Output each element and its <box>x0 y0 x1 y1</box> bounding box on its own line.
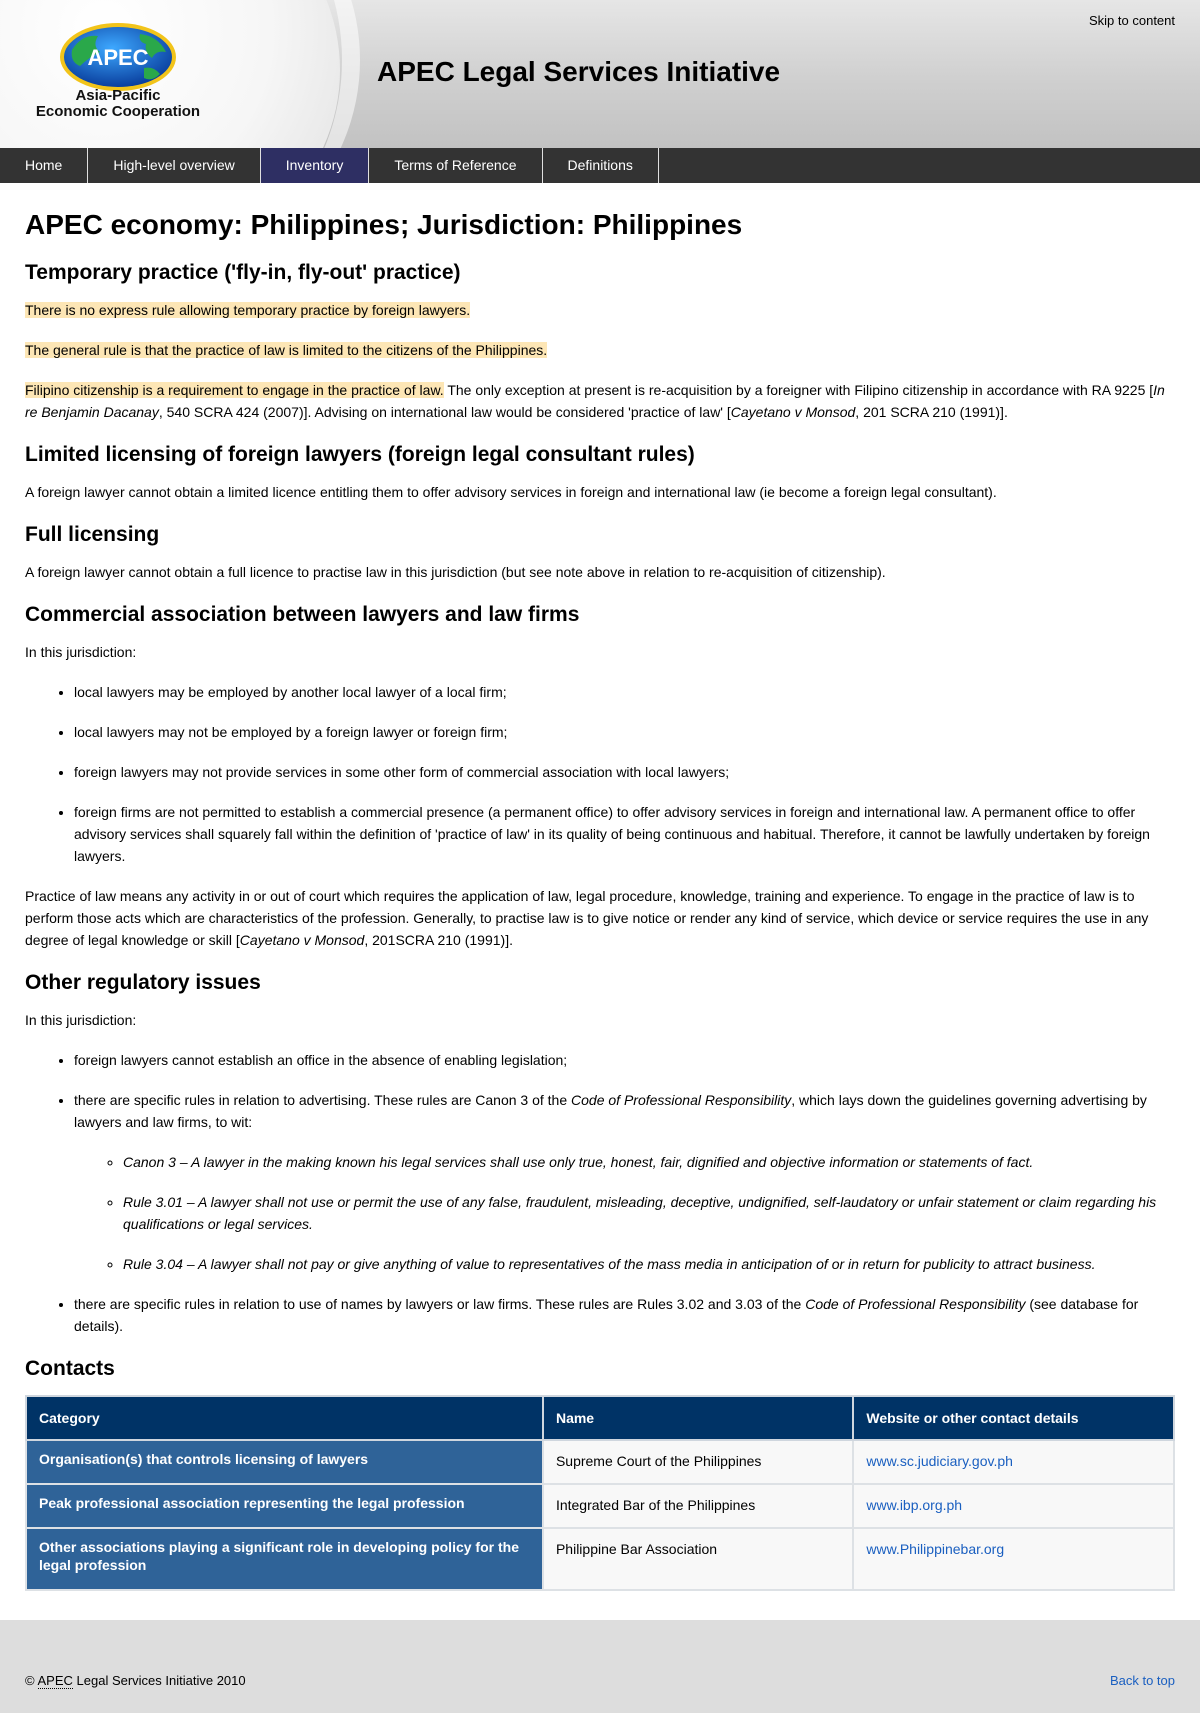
category-cell: Peak professional association representing the legal profession <box>26 1484 543 1528</box>
nav-item-high-level-overview[interactable]: High-level overview <box>88 148 260 183</box>
text: , 201SCRA 210 (1991)]. <box>364 932 513 948</box>
advertising-rules-list <box>74 1151 1175 1275</box>
back-to-top-link[interactable]: Back to top <box>1109 1673 1175 1688</box>
column-header-name: Name <box>543 1396 853 1440</box>
commercial-list <box>25 681 1175 867</box>
site-footer <box>0 1620 1200 1713</box>
code-name: Code of Professional Responsibility <box>805 1296 1026 1312</box>
copyright-symbol: © <box>25 1673 35 1688</box>
copyright <box>25 1670 246 1692</box>
category-cell: Other associations playing a significant role in developing policy for the legal profession <box>26 1528 543 1590</box>
heading-temporary-practice: Temporary practice ('fly-in, fly-out' practice) <box>25 261 461 284</box>
skip-to-content-link[interactable]: Skip to content <box>1089 13 1175 28</box>
highlighted-text: Filipino citizenship is a requirement to engage in the practice of law. <box>25 382 444 398</box>
case-name: Cayetano v Monsod <box>239 932 365 948</box>
paragraph: A foreign lawyer cannot obtain a full licence to practise law in this jurisdiction (but see note above in relation to re-acquisition of citizenship). <box>25 564 886 580</box>
copyright-text: Legal Services Initiative 2010 <box>72 1673 246 1688</box>
paragraph: In this jurisdiction: <box>25 644 137 660</box>
list-item: • local lawyers may be employed by another local lawyer of a local firm; <box>74 681 1175 703</box>
paragraph <box>25 339 1175 361</box>
name-cell: Supreme Court of the Philippines <box>543 1440 853 1484</box>
website-link[interactable]: www.sc.judiciary.gov.ph <box>866 1453 1013 1469</box>
list-item <box>74 1293 1175 1337</box>
code-name: Code of Professional Responsibility <box>571 1092 792 1108</box>
apec-abbr: APEC <box>37 1673 73 1688</box>
paragraph <box>25 299 1175 321</box>
text: , 201 SCRA 210 (1991)]. <box>855 404 1008 420</box>
website-link[interactable]: www.ibp.org.ph <box>866 1497 963 1513</box>
text: The only exception at present is re-acquisition by a foreigner with Filipino citizenship in accordance with RA 9225 [ <box>443 382 1154 398</box>
list-item: • foreign firms are not permitted to establish a commercial presence (a permanent office) to offer advisory services in foreign and international law. A permanent office to offer advisory services shall squarely fall within the definition of 'practice of law' in its quality of being continuous and habitual. Therefore, it cannot be lawfully undertaken by foreign lawyers. <box>74 801 1175 867</box>
logo-line-1: Asia-Pacific <box>75 87 161 104</box>
globe-icon <box>58 22 178 92</box>
site-title: APEC Legal Services Initiative <box>377 56 781 87</box>
logo-badge-text: APEC <box>87 45 149 70</box>
heading-full-licensing: Full licensing <box>25 523 160 546</box>
text: , which lays down the guidelines governing advertising by lawyers and law firms, to wit: <box>74 1092 1147 1130</box>
category-cell: Organisation(s) that controls licensing of lawyers <box>26 1440 543 1484</box>
name-cell: Philippine Bar Association <box>543 1528 853 1590</box>
text: there are specific rules in relation to use of names by lawyers or law firms. These rules are Rules 3.02 and 3.03 of the <box>74 1296 806 1312</box>
case-name: In re Benjamin Dacanay <box>25 382 1165 420</box>
paragraph <box>25 885 1175 951</box>
list-item: • foreign lawyers may not provide services in some other form of commercial association with local lawyers; <box>74 761 1175 783</box>
heading-contacts: Contacts <box>25 1357 115 1380</box>
text: there are specific rules in relation to advertising. These rules are Canon 3 of the <box>74 1092 572 1108</box>
nav-item-definitions[interactable]: Definitions <box>543 148 659 183</box>
text: Practice of law means any activity in or out of court which requires the application of law, legal procedure, knowledge, training and experience. To engage in the practice of law is to perform those acts which are characteristics of the profession. Generally, to practise law is to give notice or render any kind of service, which device or service requires the use in any degree of legal knowledge or skill [ <box>25 888 1149 948</box>
site-header <box>0 0 1200 148</box>
paragraph: In this jurisdiction: <box>25 1012 137 1028</box>
nav-item-inventory[interactable]: Inventory <box>261 148 370 183</box>
text: , 540 SCRA 424 (2007)]. Advising on international law would be considered 'practice of law' [ <box>158 404 731 420</box>
sub-list-item: ◦ Rule 3.01 – A lawyer shall not use or permit the use of any false, fraudulent, misleading, deceptive, undignified, self-laudatory or unfair statement or claim regarding his qualifications or legal services. <box>123 1191 1175 1235</box>
list-item <box>74 1089 1175 1275</box>
apec-logo[interactable] <box>28 18 218 128</box>
logo-line-2: Economic Cooperation <box>35 103 201 120</box>
main-content <box>0 183 1200 1591</box>
table-row <box>26 1528 1174 1590</box>
text: (see database for details). <box>74 1296 1139 1334</box>
table-row <box>26 1440 1174 1484</box>
heading-limited-licensing: Limited licensing of foreign lawyers (foreign legal consultant rules) <box>25 443 695 466</box>
table-header-row <box>26 1396 1174 1440</box>
name-cell: Integrated Bar of the Philippines <box>543 1484 853 1528</box>
sub-list-item: ◦ Canon 3 – A lawyer in the making known his legal services shall use only true, honest, fair, dignified and objective information or statements of fact. <box>123 1151 1175 1173</box>
column-header-website: Website or other contact details <box>853 1396 1174 1440</box>
list-item: • local lawyers may not be employed by a foreign lawyer or foreign firm; <box>74 721 1175 743</box>
heading-commercial-association: Commercial association between lawyers and law firms <box>25 603 580 626</box>
regulatory-list <box>25 1049 1175 1337</box>
column-header-category: Category <box>26 1396 543 1440</box>
highlighted-text: There is no express rule allowing temporary practice by foreign lawyers. <box>25 302 471 318</box>
nav-item-home[interactable]: Home <box>0 148 88 183</box>
paragraph <box>25 379 1175 423</box>
table-row <box>26 1484 1174 1528</box>
case-name: Cayetano v Monsod <box>730 404 856 420</box>
list-item: • foreign lawyers cannot establish an office in the absence of enabling legislation; <box>74 1049 1175 1071</box>
website-cell <box>853 1484 1174 1528</box>
highlighted-text: The general rule is that the practice of law is limited to the citizens of the Philippines. <box>25 342 548 358</box>
nav-item-terms-of-reference[interactable]: Terms of Reference <box>369 148 542 183</box>
paragraph: A foreign lawyer cannot obtain a limited licence entitling them to offer advisory services in foreign and international law (ie become a foreign legal consultant). <box>25 484 997 500</box>
website-link[interactable]: www.Philippinebar.org <box>866 1541 1005 1557</box>
contacts-table <box>25 1395 1175 1591</box>
page-title: APEC economy: Philippines; Jurisdiction: Philippines <box>25 209 743 240</box>
heading-other-regulatory-issues: Other regulatory issues <box>25 971 261 994</box>
website-cell <box>853 1528 1174 1590</box>
website-cell <box>853 1440 1174 1484</box>
sub-list-item: ◦ Rule 3.04 – A lawyer shall not pay or give anything of value to representatives of the mass media in anticipation of or in return for publicity to attract business. <box>123 1253 1175 1275</box>
main-nav <box>0 148 1200 183</box>
